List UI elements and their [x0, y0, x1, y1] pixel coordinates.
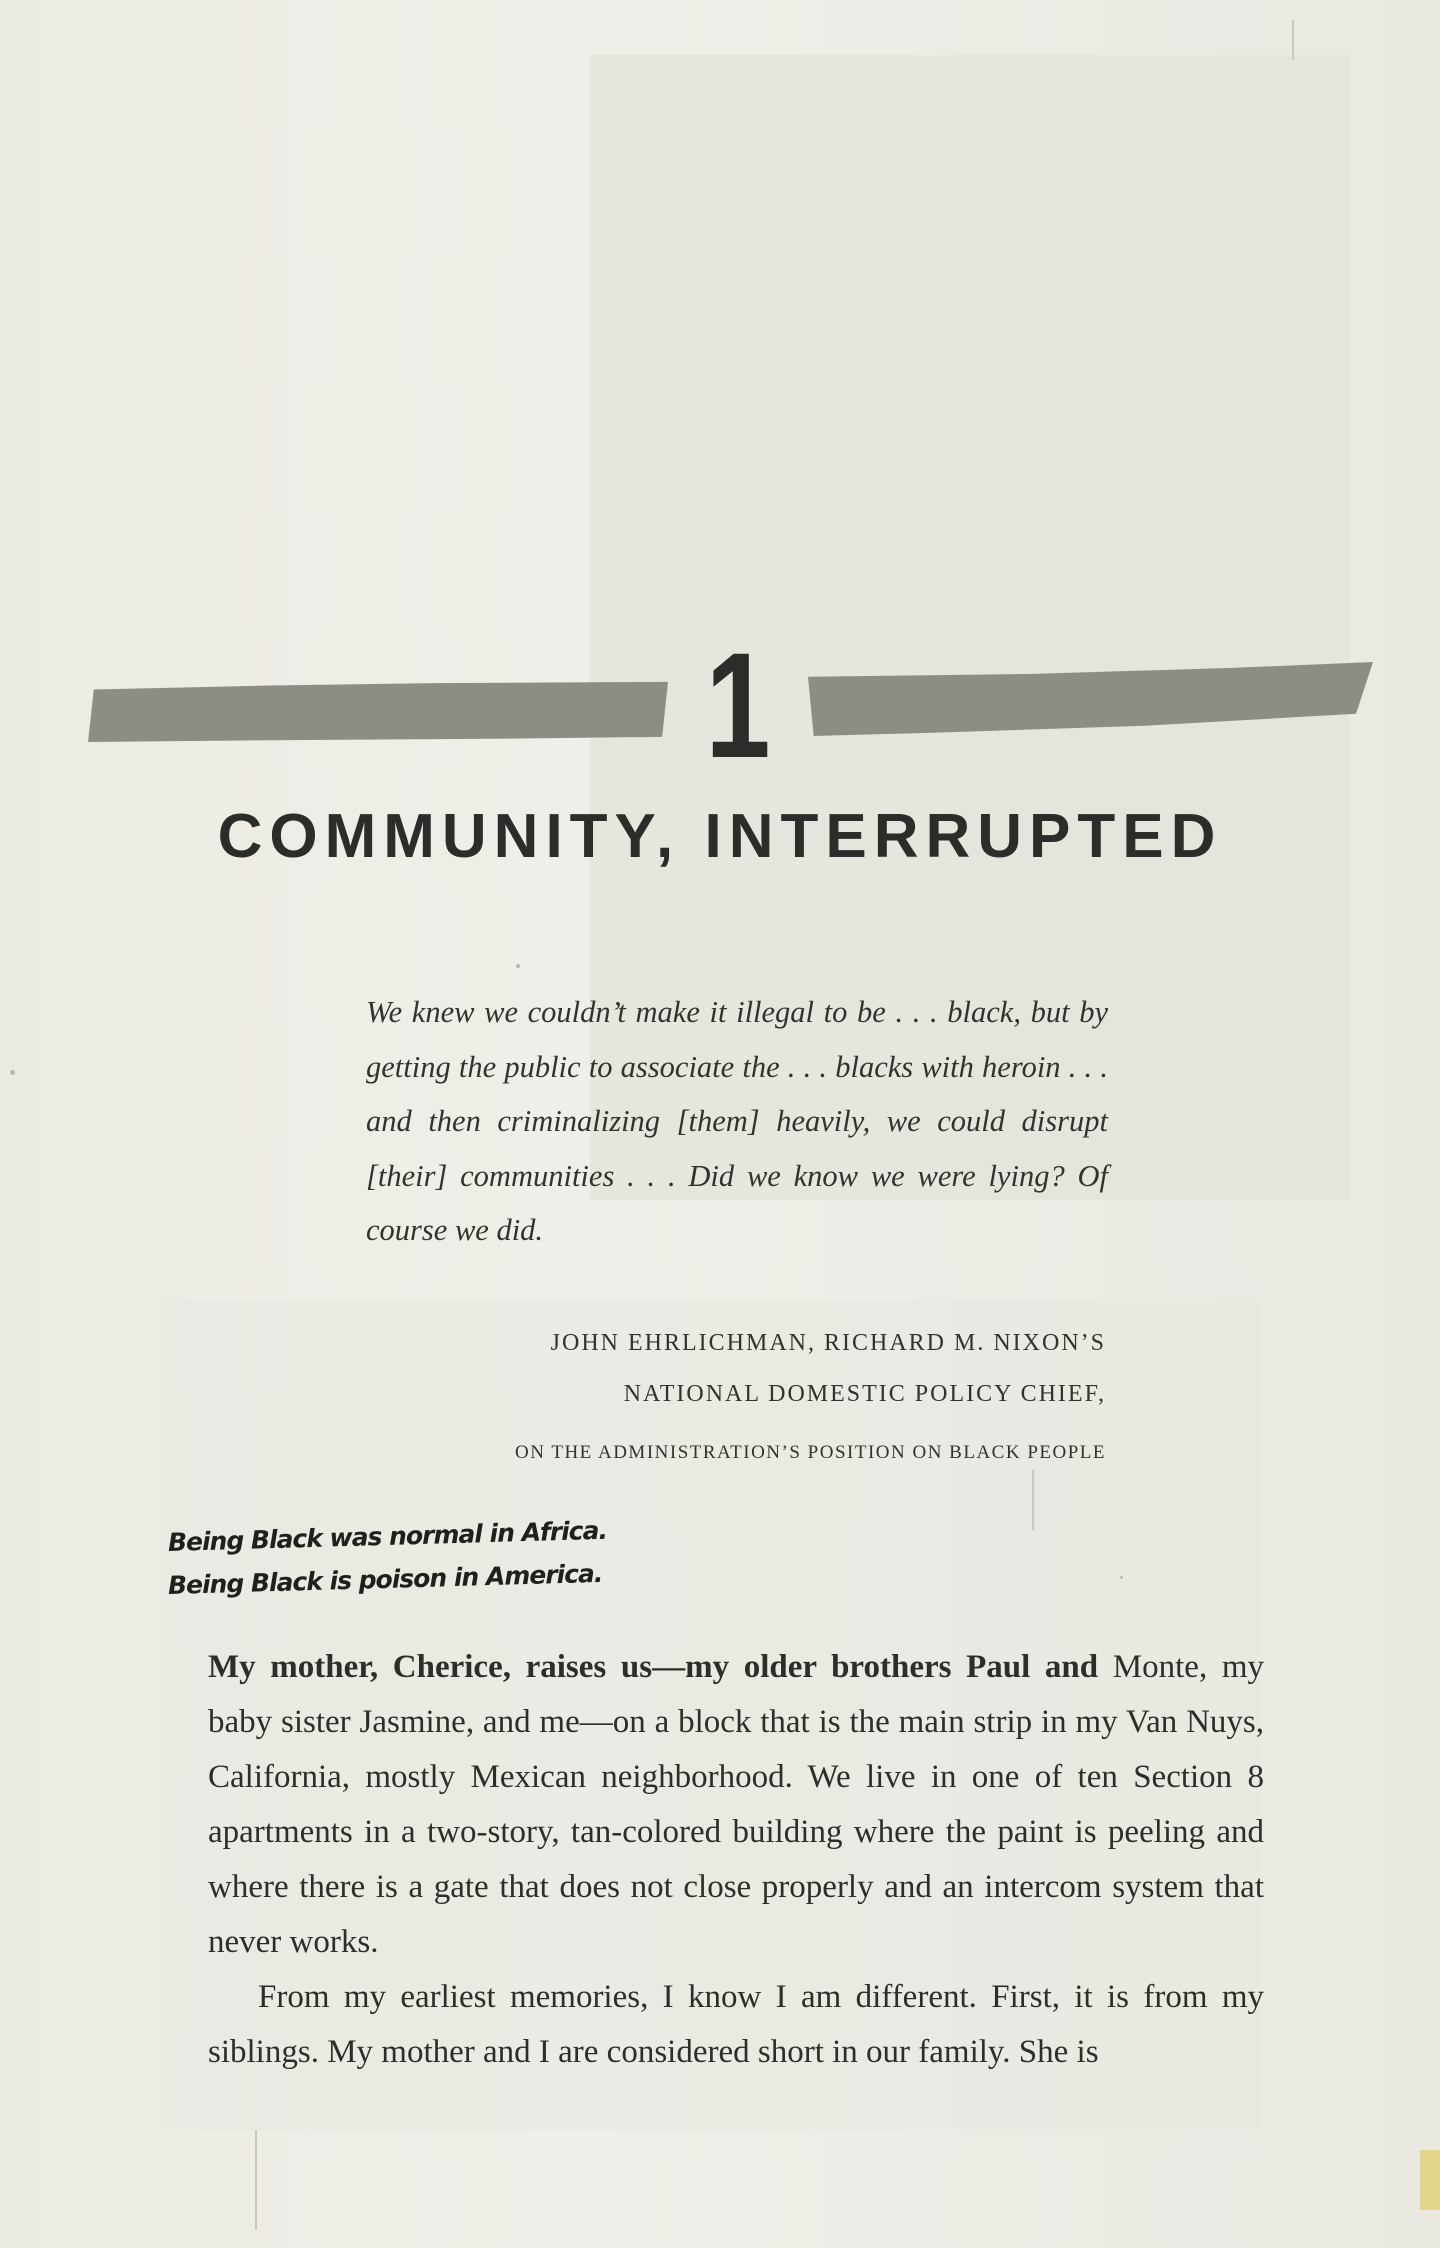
- paper-speck: [1120, 1576, 1123, 1579]
- page-edge-stain: [1420, 2150, 1440, 2210]
- epigraph-attribution-line-3: ON THE ADMINISTRATION’S POSITION ON BLACK PEOPLE: [515, 1442, 1106, 1463]
- paragraph-lead-in: My mother, Cherice, raises us—my older brothers Paul and: [208, 1649, 1099, 1685]
- paragraph-1-text: Monte, my baby sister Jasmine, and me—on a block that is the main strip in my Van Nuys, California, mostly Mexican neighborhood. We live in one of ten Section 8 apartments in a two-story, tan-colored building where the paint is peeling and where there is a gate that does not close properly and an intercom system that never works.: [208, 1649, 1264, 1960]
- epigraph-attribution-line-2: NATIONAL DOMESTIC POLICY CHIEF,: [623, 1381, 1106, 1407]
- chapter-bar-left: [88, 678, 668, 742]
- chapter-number: 1: [705, 621, 771, 789]
- paragraph-2: From my earliest memories, I know I am different. First, it is from my siblings. My mother and I are considered short in our family. She is: [208, 1979, 1264, 2070]
- chapter-body: [208, 1640, 1264, 2080]
- chapter-title: COMMUNITY, INTERRUPTED: [217, 802, 1223, 871]
- epigraph-text: We knew we couldn’t make it illegal to be . . . black, but by getting the public to associate the . . . blacks with heroin . . . and then criminalizing [them] heavily, we could disrupt [their] communities . . . Did we know we were lying? Of course we did.: [366, 995, 1108, 1247]
- scan-line: [1292, 20, 1294, 60]
- epigraph-attribution-line-1: JOHN EHRLICHMAN, RICHARD M. NIXON’S: [550, 1330, 1106, 1356]
- paragraph-1: [208, 1640, 1264, 1970]
- paper-speck: [516, 964, 520, 968]
- handwritten-note-line-1: Being Black was normal in Africa.: [167, 1515, 608, 1557]
- epigraph-quote: [366, 985, 1108, 1258]
- paper-speck: [10, 1070, 15, 1075]
- scan-line: [1032, 1470, 1034, 1530]
- handwritten-note-line-2: Being Black is poison in America.: [167, 1558, 603, 1600]
- scan-line: [255, 2130, 257, 2230]
